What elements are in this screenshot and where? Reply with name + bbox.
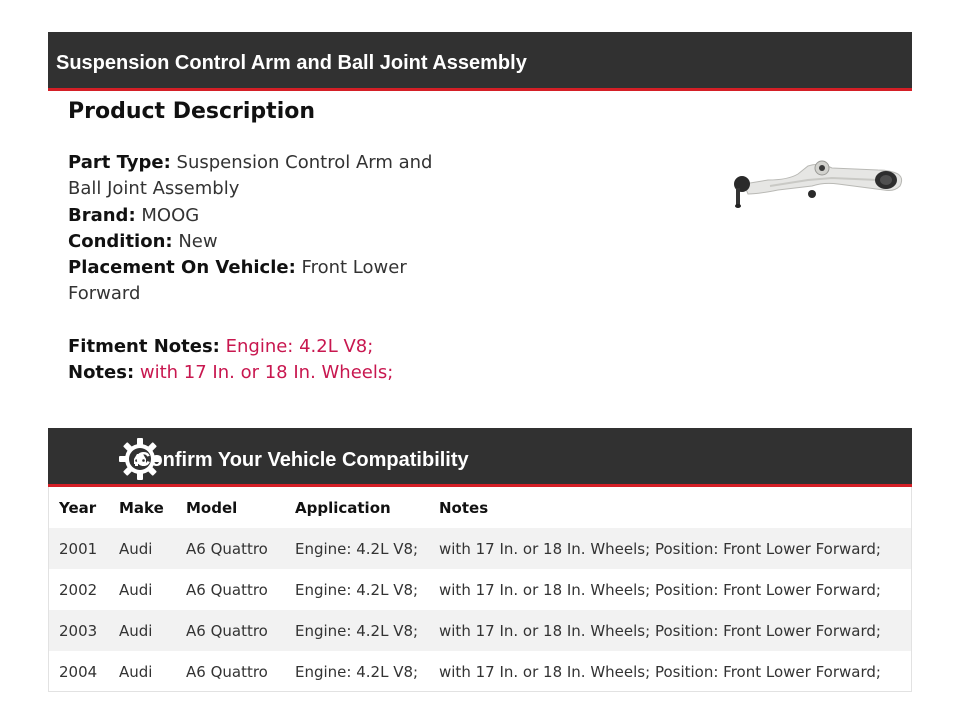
cell-year: 2004 bbox=[59, 662, 98, 681]
column-header-year: Year bbox=[59, 498, 97, 517]
spec-value: MOOG bbox=[141, 204, 200, 226]
cell-application: Engine: 4.2L V8; bbox=[295, 621, 419, 640]
spec-value: New bbox=[178, 230, 218, 252]
cell-year: 2001 bbox=[59, 539, 98, 558]
column-header-make: Make bbox=[119, 498, 164, 517]
fitment-label: Fitment Notes: bbox=[68, 335, 220, 357]
table-row bbox=[49, 528, 911, 569]
fitment-notes bbox=[68, 334, 448, 360]
spec-value: Suspension Control Arm and Ball Joint Assembly bbox=[68, 152, 433, 200]
spec-label: Condition: bbox=[68, 230, 173, 252]
cell-model: A6 Quattro bbox=[186, 539, 268, 558]
fitment-list bbox=[68, 334, 448, 387]
column-header-notes: Notes bbox=[439, 498, 489, 517]
spec-part-type bbox=[68, 150, 448, 203]
table-row bbox=[49, 569, 911, 610]
cell-make: Audi bbox=[119, 539, 153, 558]
spec-label: Brand: bbox=[68, 204, 136, 226]
spec-brand bbox=[68, 203, 448, 229]
cell-make: Audi bbox=[119, 662, 153, 681]
cell-year: 2002 bbox=[59, 580, 98, 599]
table-header-row bbox=[49, 487, 911, 528]
product-description bbox=[68, 96, 448, 386]
cell-model: A6 Quattro bbox=[186, 662, 268, 681]
spec-list bbox=[68, 150, 448, 308]
compatibility-bar bbox=[48, 428, 912, 487]
product-title: Suspension Control Arm and Ball Joint Assembly bbox=[56, 52, 527, 74]
spec-value: Front Lower Forward bbox=[68, 257, 407, 305]
cell-notes: with 17 In. or 18 In. Wheels; Position: Front Lower Forward; bbox=[439, 580, 881, 599]
column-header-model: Model bbox=[186, 498, 238, 517]
product-title-bar bbox=[48, 32, 912, 91]
table-row bbox=[49, 651, 911, 692]
spec-label: Placement On Vehicle: bbox=[68, 257, 296, 279]
cell-make: Audi bbox=[119, 580, 153, 599]
column-header-application: Application bbox=[295, 498, 391, 517]
notes-value: with 17 In. or 18 In. Wheels; bbox=[139, 362, 394, 384]
compatibility-title: Confirm Your Vehicle Compatibility bbox=[136, 449, 469, 471]
description-heading: Product Description bbox=[68, 99, 316, 124]
spec-label: Part Type: bbox=[68, 152, 171, 173]
notes bbox=[68, 360, 448, 386]
compatibility-table bbox=[48, 487, 912, 692]
cell-notes: with 17 In. or 18 In. Wheels; Position: Front Lower Forward; bbox=[439, 621, 881, 640]
cell-application: Engine: 4.2L V8; bbox=[295, 539, 419, 558]
cell-application: Engine: 4.2L V8; bbox=[295, 580, 419, 599]
cell-year: 2003 bbox=[59, 621, 98, 640]
spec-condition bbox=[68, 229, 448, 255]
cell-notes: with 17 In. or 18 In. Wheels; Position: Front Lower Forward; bbox=[439, 662, 881, 681]
cell-model: A6 Quattro bbox=[186, 580, 268, 599]
cell-notes: with 17 In. or 18 In. Wheels; Position: Front Lower Forward; bbox=[439, 539, 881, 558]
cell-make: Audi bbox=[119, 621, 153, 640]
cell-model: A6 Quattro bbox=[186, 621, 268, 640]
spec-placement bbox=[68, 255, 448, 308]
control-arm-product-image bbox=[728, 150, 908, 214]
notes-label: Notes: bbox=[68, 362, 135, 384]
table-row bbox=[49, 610, 911, 651]
fitment-value: Engine: 4.2L V8; bbox=[225, 335, 374, 357]
cell-application: Engine: 4.2L V8; bbox=[295, 662, 419, 681]
